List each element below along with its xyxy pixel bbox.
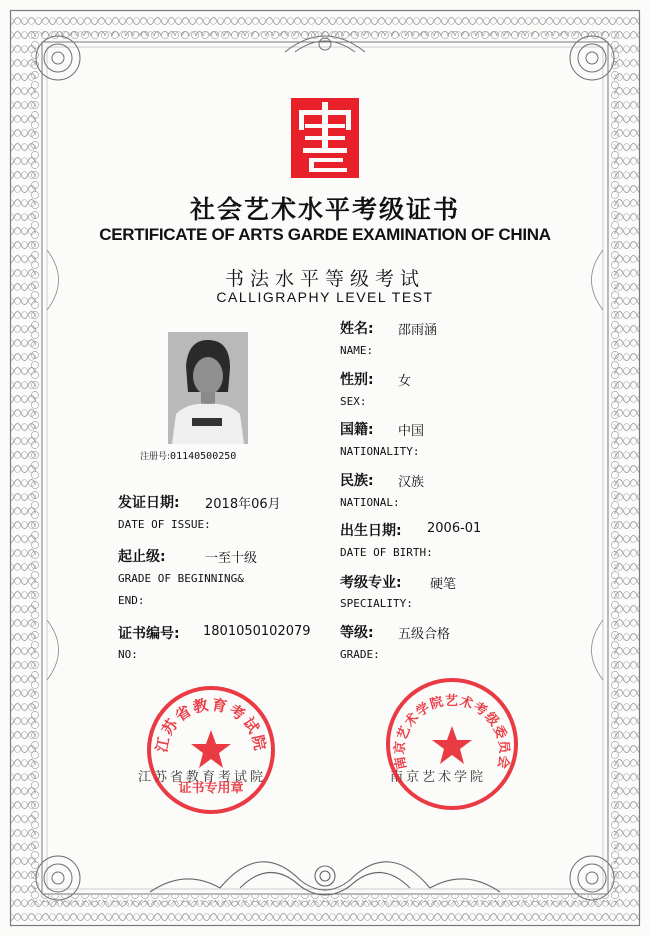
- nationality-label: 国籍:: [340, 422, 374, 438]
- grade-range-label-en-2: END:: [118, 594, 145, 607]
- grade-range-value: 一至十级: [205, 551, 258, 566]
- right-seal-arc-text: 南京艺术学院艺术考级委员会: [392, 693, 512, 771]
- cert-number-value: 1801050102079: [203, 624, 311, 639]
- birth-date-label-en: DATE OF BIRTH:: [340, 546, 433, 559]
- nationality-label-en: NATIONALITY:: [340, 445, 420, 458]
- nationality-value: 中国: [398, 424, 425, 439]
- right-issuer-caption: 南京艺术学院: [390, 770, 487, 785]
- left-seal-arc-text: 江苏省教育考试院: [152, 695, 270, 754]
- right-official-seal: [384, 676, 520, 812]
- left-issuer-caption: 江苏省教育考试院: [138, 770, 267, 785]
- test-subtitle-en: CALLIGRAPHY LEVEL TEST: [216, 289, 434, 305]
- birth-date-value: 2006-01: [427, 521, 482, 536]
- left-seal-bottom-text: 证书专用章: [178, 781, 244, 796]
- certificate-title-en: CERTIFICATE OF ARTS GARDE EXAMINATION OF CHINA: [99, 225, 551, 244]
- grade-value: 五级合格: [398, 627, 451, 642]
- name-label: 姓名:: [340, 321, 374, 337]
- cert-number-label-en: NO:: [118, 648, 138, 661]
- speciality-value: 硬笔: [430, 577, 457, 592]
- name-value: 邵雨涵: [398, 323, 438, 338]
- certificate-title-cn: 社会艺术水平考级证书: [189, 195, 460, 224]
- ethnicity-value: 汉族: [398, 475, 425, 490]
- arts-exam-logo: [289, 96, 361, 180]
- left-official-seal: [145, 684, 277, 816]
- sex-value: 女: [398, 374, 412, 389]
- ethnicity-label-en: NATIONAL:: [340, 496, 400, 509]
- issue-date-label: 发证日期:: [118, 495, 180, 511]
- issue-date-value: 2018年06月: [205, 497, 281, 512]
- ethnicity-label: 民族:: [340, 473, 374, 489]
- test-subtitle-cn: 书法水平等级考试: [224, 268, 425, 290]
- issue-date-label-en: DATE OF ISSUE:: [118, 518, 211, 531]
- name-label-en: NAME:: [340, 344, 374, 357]
- grade-range-label: 起止级:: [118, 549, 166, 565]
- speciality-label: 考级专业:: [340, 575, 402, 591]
- birth-date-label: 出生日期:: [340, 523, 402, 539]
- registration-number: [140, 449, 236, 462]
- registration-label: 注册号:: [140, 452, 171, 462]
- grade-label-en: GRADE:: [340, 648, 380, 661]
- cert-number-label: 证书编号:: [118, 626, 180, 642]
- grade-label: 等级:: [340, 625, 374, 641]
- sex-label: 性别:: [340, 372, 374, 388]
- registration-value: 01140500250: [170, 451, 237, 462]
- grade-range-label-en: GRADE OF BEGINNING&: [118, 572, 244, 585]
- sex-label-en: SEX:: [340, 395, 367, 408]
- speciality-label-en: SPECIALITY:: [340, 597, 413, 610]
- candidate-photo: [168, 332, 248, 444]
